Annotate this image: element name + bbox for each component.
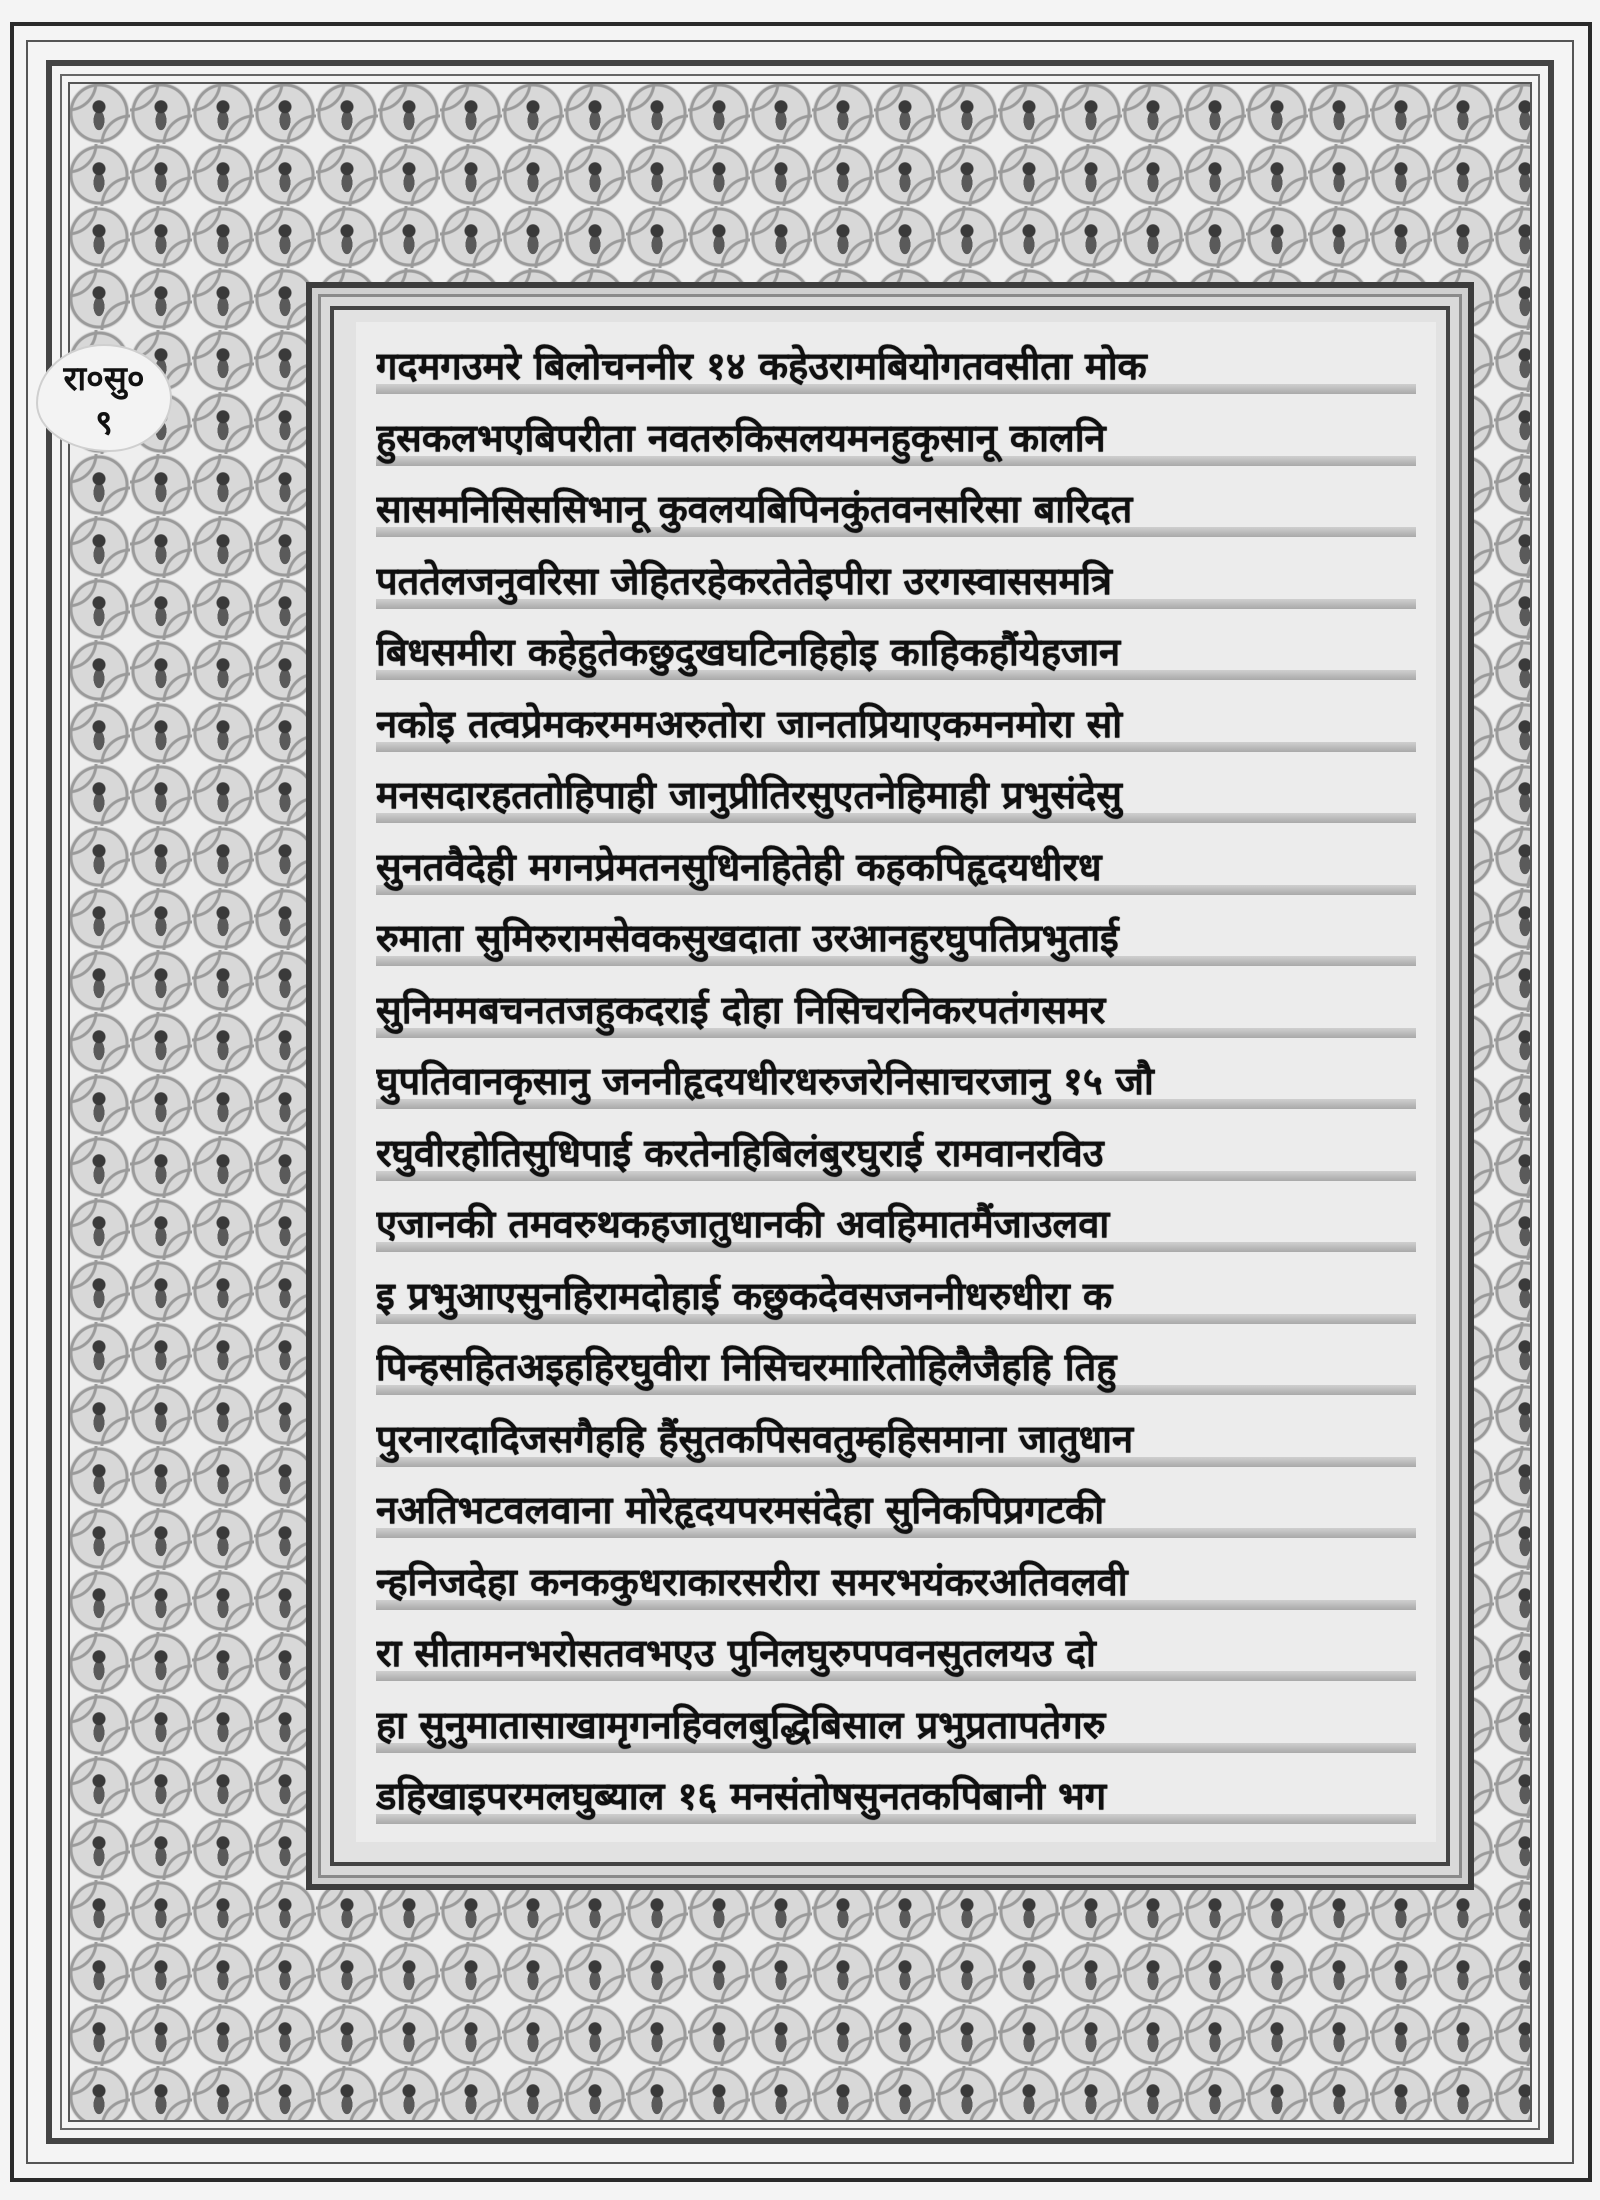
manuscript-line-text: नकोइ तत्वप्रेमकरममअरुतोरा जानतप्रियाएकमनमोरा सो [376, 701, 1123, 746]
manuscript-line-text: हुसकलभएबिपरीता नवतरुकिसलयमनहुकृसानू कालनि [376, 415, 1106, 460]
manuscript-line-text: पुरनारदादिजसगैहहि हैंसुतकपिसवतुम्हहिसमाना जातुधान [376, 1416, 1134, 1461]
manuscript-line-text: न्हनिजदेहा कनककुधराकारसरीरा समरभयंकरअतिवलवी [376, 1559, 1128, 1604]
manuscript-line-text: रुमाता सुमिरुरामसेवकसुखदाता उरआनहुरघुपतिप्रभुताई [376, 916, 1119, 960]
manuscript-line [376, 1693, 1416, 1757]
manuscript-line-text: सासमनिसिससिभानू कुवलयबिपिनकुंतवनसरिसा बारिदत [376, 487, 1133, 531]
manuscript-line [376, 1407, 1416, 1471]
manuscript-line [376, 1621, 1416, 1685]
manuscript-line-text: सुनतवैदेही मगनप्रेमतनसुधिनहितेही कहकपिहृदयधीरध [376, 844, 1102, 889]
manuscript-line-text: बिधसमीरा कहेहुतेकछुदुखघटिनहिहोइ काहिकहौंयेहजान [376, 630, 1121, 674]
manuscript-line-text: नअतिभटवलवाना मोरेहृदयपरमसंदेहा सुनिकपिप्रगटकी [376, 1488, 1105, 1532]
manuscript-line [376, 1478, 1416, 1542]
folio-number: ९ [95, 403, 113, 443]
manuscript-line [376, 1049, 1416, 1113]
manuscript-line-text: डहिखाइपरमलघुब्याल १६ मनसंतोषसुनतकपिबानी भग [376, 1774, 1107, 1818]
folio-marginal-note [38, 346, 170, 450]
folio-label: रा०सु० [63, 359, 145, 399]
text-panel [356, 322, 1436, 1842]
manuscript-line-text: गदमगउमरे बिलोचननीर १४ कहेउरामबियोगतवसीता मोक [376, 344, 1147, 388]
manuscript-line-text: पततेलजनुवरिसा जेहितरहेकरतेतेइपीरा उरगस्वाससमत्रि [376, 558, 1112, 603]
manuscript-line [376, 549, 1416, 613]
manuscript-line [376, 1764, 1416, 1828]
manuscript-line-text: हा सुनुमातासाखामृगनहिवलबुद्धिबिसाल प्रभुप्रतापतेगरु [376, 1702, 1106, 1747]
manuscript-line-text: सुनिममबचनतजहुकदराई दोहा निसिचरनिकरपतंगसमर [376, 987, 1106, 1032]
manuscript-line-text: रा सीतामनभरोसतवभएउ पुनिलघुरुपपवनसुतलयउ दो [376, 1631, 1096, 1675]
manuscript-line [376, 334, 1416, 398]
manuscript-line [376, 1335, 1416, 1399]
manuscript-line-text: इ प्रभुआएसुनहिरामदोहाई कछुकदेवसजननीधरुधीरा क [376, 1273, 1113, 1318]
manuscript-line [376, 406, 1416, 470]
manuscript-line-text: एजानकी तमवरुथकहजातुधानकी अवहिमातमैंजाउलवा [376, 1202, 1110, 1246]
manuscript-line-text: मनसदारहततोहिपाही जानुप्रीतिरसुएतनेहिमाही प्रभुसंदेसु [376, 773, 1122, 817]
manuscript-line [376, 1121, 1416, 1185]
manuscript-line [376, 1550, 1416, 1614]
manuscript-line [376, 1264, 1416, 1328]
manuscript-line [376, 477, 1416, 541]
manuscript-line-text: रघुवीरहोतिसुधिपाई करतेनहिबिलंबुरघुराई रामवानरविउ [376, 1130, 1104, 1175]
manuscript-line [376, 978, 1416, 1042]
manuscript-line-text: घुपतिवानकृसानु जननीहृदयधीरधरुजरेनिसाचरजानु १५ जौ [376, 1059, 1154, 1103]
manuscript-line [376, 906, 1416, 970]
manuscript-line [376, 835, 1416, 899]
manuscript-line [376, 620, 1416, 684]
manuscript-line [376, 692, 1416, 756]
manuscript-line [376, 763, 1416, 827]
manuscript-line-text: पिन्हसहितअइहहिरघुवीरा निसिचरमारितोहिलैजैहहि तिहु [376, 1345, 1117, 1389]
manuscript-line [376, 1192, 1416, 1256]
